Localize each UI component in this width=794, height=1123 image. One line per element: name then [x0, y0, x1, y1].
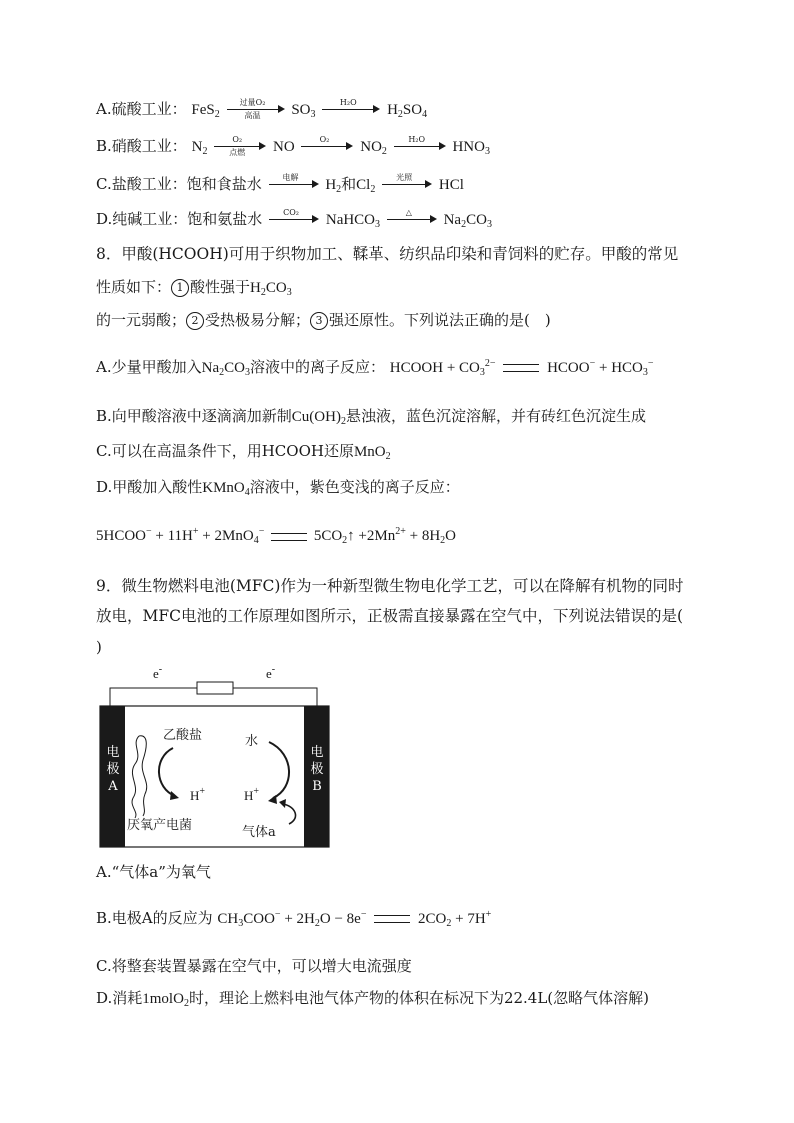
q8-equation: 5HCOO− + 11H+ + 2MnO$_4$− $5CO_2↑ +2Mn^{2+} + 8H_2O$ — [96, 526, 456, 546]
q7-option-b: B.硝酸工业： $N_2$ O₂ 点燃 NO O₂ $NO_2$ H₂O $HNO_3$ — [96, 135, 490, 157]
proton-label-left: H+ — [190, 786, 206, 803]
q8-stem-line3: 的一元弱酸； 2 受热极易分解； 3 强还原性。下列说法正确的是( ) — [96, 311, 551, 329]
q9-option-c: C.将整套装置暴露在空气中，可以增大电流强度 — [96, 957, 412, 975]
q7-option-a: A.硫酸工业： FeS$_2$ 过量O₂ 高温 $SO_3$ H₂O $H_2SO_4$ — [96, 98, 428, 120]
q8-option-c: C.可以在高温条件下，用HCOOH还原MnO$_2$ — [96, 442, 391, 462]
reaction-arrow: △ — [387, 209, 437, 231]
electrode-a-label: 电 极 A — [106, 745, 120, 794]
reaction-arrow: O₂ — [301, 136, 353, 158]
q8-option-a: A.少量甲酸加入$Na_2CO_3$溶液中的离子反应： HCOOH + $CO_3^{2-}$ HCOO− + $HCO_3^-$ — [96, 358, 654, 378]
q8-stem-line1: 8．甲酸(HCOOH)可用于织物加工、鞣革、纺织品印染和青饲料的贮存。甲酸的常见 — [96, 245, 679, 263]
q9-stem-line2: 放电，MFC电池的工作原理如图所示，正极需直接暴露在空气中，下列说法错误的是( — [96, 607, 684, 625]
bacteria-label: 厌氧产电菌 — [127, 818, 193, 833]
circled-number: 1 — [171, 279, 189, 297]
q9-option-d: D.消耗1molO$_2$时，理论上燃料电池气体产物的体积在标况下为22.4L(忽略气体溶解) — [96, 989, 650, 1009]
electrode-b-label: 电 极 B — [310, 745, 324, 794]
circled-number: 3 — [310, 312, 328, 330]
q9-stem-line3: ) — [96, 638, 102, 656]
q7-option-c: C.盐酸工业：饱和食盐水 电解 $H_2$和$Cl_2$ 光照 HCl — [96, 173, 464, 195]
acetate-label: 乙酸盐 — [163, 728, 203, 743]
electron-label-right: e- — [266, 664, 276, 681]
reaction-arrow: O₂ 点燃 — [214, 136, 266, 158]
electron-label-left: e- — [153, 664, 163, 681]
q8-option-d: D.甲酸加入酸性KMnO$_4$溶液中，紫色变浅的离子反应： — [96, 478, 460, 498]
circled-number: 2 — [186, 312, 204, 330]
reaction-arrow: H₂O — [394, 136, 446, 158]
q9-option-b: B.电极A的反应为 $CH_3COO^- + 2H_2O - 8e^-$ $2CO_2 + 7H^+$ — [96, 909, 492, 929]
gas-a-label: 气体a — [242, 825, 276, 840]
proton-label-right: H+ — [244, 786, 260, 803]
equals-sign — [271, 533, 307, 541]
q9-stem-line1: 9．微生物燃料电池(MFC)作为一种新型微生物电化学工艺，可以在降解有机物的同时 — [96, 577, 684, 595]
reaction-arrow: H₂O — [322, 99, 380, 121]
q9-option-a: A.“气体a”为氧气 — [96, 863, 211, 881]
resistor — [197, 682, 233, 694]
reaction-arrow: CO₂ — [269, 209, 319, 231]
reaction-arrow: 电解 — [269, 174, 319, 196]
q8-stem-line2: 性质如下： 1 酸性强于$H_2CO_3$ — [96, 278, 292, 298]
q8-option-b: B.向甲酸溶液中逐滴滴加新制$Cu(OH)_2$悬浊液，蓝色沉淀溶解，并有砖红色沉淀生成 — [96, 407, 646, 427]
q7-option-d: D.纯碱工业：饱和氨盐水 CO₂ NaHCO$_3$ △ $Na_2CO_3$ — [96, 208, 492, 230]
mfc-diagram — [95, 664, 335, 850]
equals-sign — [503, 364, 539, 372]
reaction-arrow: 光照 — [382, 174, 432, 196]
equals-sign — [374, 915, 410, 923]
reaction-arrow: 过量O₂ 高温 — [227, 99, 285, 121]
water-label: 水 — [245, 734, 259, 749]
